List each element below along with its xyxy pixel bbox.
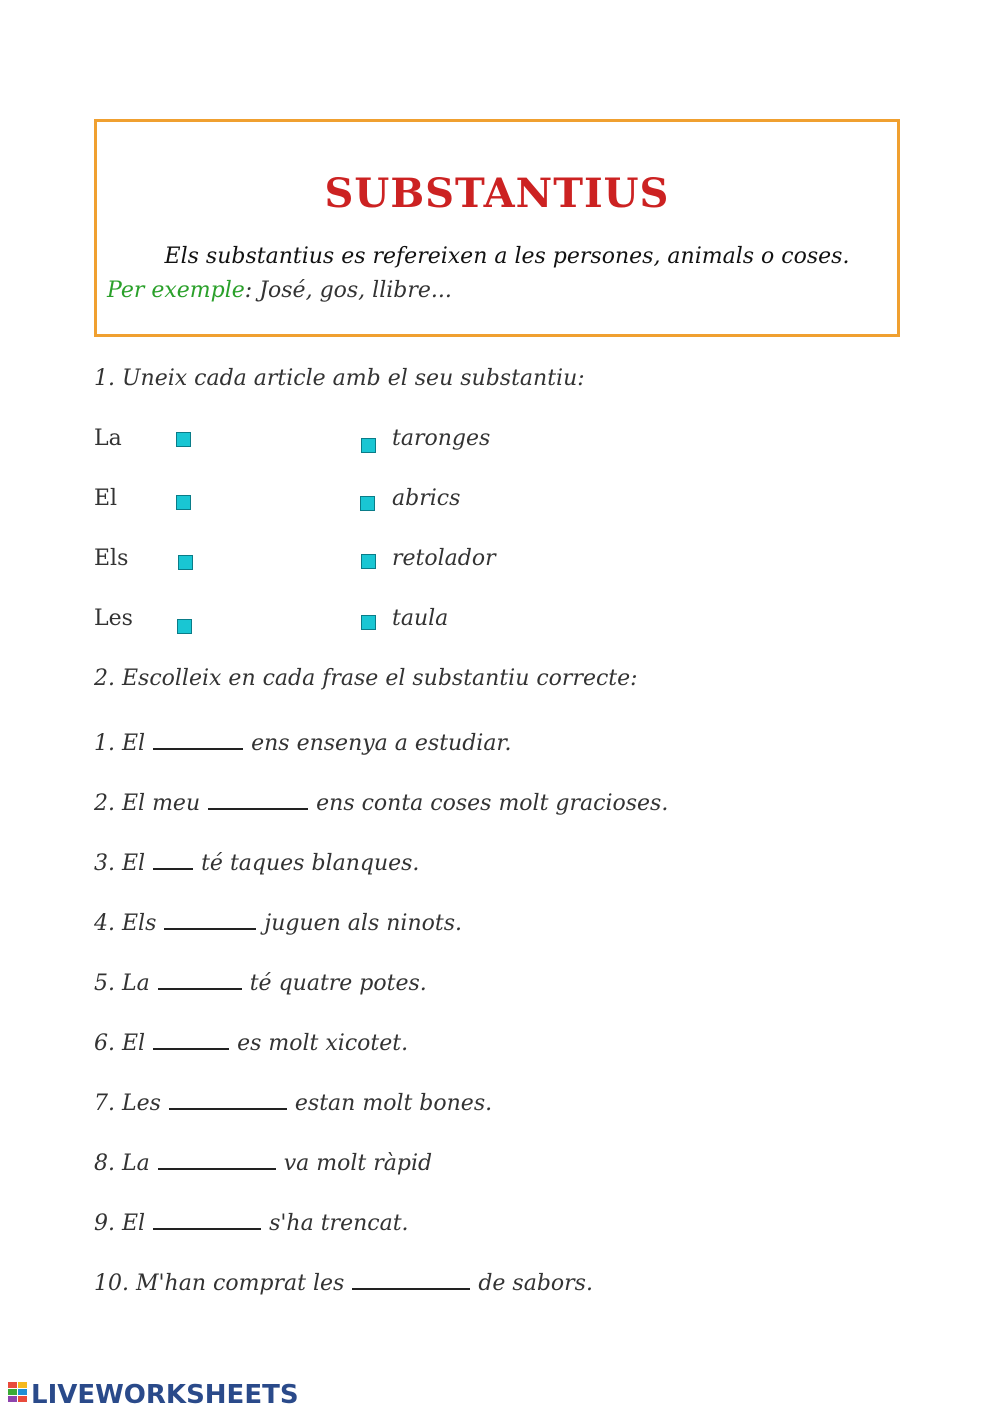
sentence-after: té taques blanques. [201,851,420,876]
match-row [94,486,594,516]
match-dot-right[interactable] [360,496,375,511]
sentence-after: juguen als ninots. [264,911,462,936]
sentence-before: 3. El [94,851,146,876]
match-row [94,426,594,456]
exercise1-instruction: 1. Uneix cada article amb el seu substantiu: [94,366,585,391]
sentence-row [94,1208,409,1236]
sentence-row [94,788,668,816]
sentence-after: de sabors. [478,1271,593,1296]
article-label: El [94,486,118,511]
sentence-row [94,1148,432,1176]
match-dot-left[interactable] [176,495,191,510]
answer-blank[interactable] [153,1028,229,1050]
page-title: SUBSTANTIUS [324,170,670,217]
answer-blank[interactable] [158,968,242,990]
example-text: : José, gos, llibre... [244,278,452,303]
answer-blank[interactable] [158,1148,276,1170]
answer-blank[interactable] [164,908,256,930]
article-label: Les [94,606,133,631]
answer-blank[interactable] [169,1088,287,1110]
sentence-row [94,1028,408,1056]
sentence-after: s'ha trencat. [269,1211,409,1236]
liveworksheets-logo-icon [8,1382,28,1408]
sentence-row [94,1088,492,1116]
noun-label: retolador [392,546,496,571]
match-dot-left[interactable] [177,619,192,634]
noun-label: taronges [392,426,491,451]
sentence-before: 8. La [94,1151,150,1176]
match-dot-right[interactable] [361,554,376,569]
match-row [94,606,594,636]
match-row [94,546,594,576]
sentence-before: 7. Les [94,1091,161,1116]
sentence-before: 2. El meu [94,791,201,816]
sentence-after: ens conta coses molt gracioses. [316,791,669,816]
sentence-before: 6. El [94,1031,146,1056]
sentence-after: té quatre potes. [249,971,427,996]
sentence-row [94,968,427,996]
sentence-row [94,1268,593,1296]
definition-text: Els substantius es refereixen a les persones, animals o coses. [164,244,850,269]
noun-label: abrics [392,486,461,511]
sentence-after: es molt xicotet. [237,1031,409,1056]
sentence-after: estan molt bones. [294,1091,493,1116]
sentence-before: 9. El [94,1211,146,1236]
answer-blank[interactable] [153,728,243,750]
match-dot-left[interactable] [176,432,191,447]
sentence-before: 1. El [94,731,146,756]
logo-text: LIVEWORKSHEETS [31,1380,299,1410]
answer-blank[interactable] [352,1268,470,1290]
article-label: Els [94,546,129,571]
answer-blank[interactable] [153,848,193,870]
example-line [107,278,452,303]
sentence-row [94,908,462,936]
match-dot-right[interactable] [361,615,376,630]
match-dot-right[interactable] [361,438,376,453]
sentence-before: 4. Els [94,911,157,936]
sentence-after: ens ensenya a estudiar. [251,731,512,756]
exercise2-instruction: 2. Escolleix en cada frase el substantiu correcte: [94,666,638,691]
noun-label: taula [392,606,449,631]
sentence-before: 10. M'han comprat les [94,1271,345,1296]
sentence-after: va molt ràpid [283,1151,433,1176]
article-label: La [94,426,122,451]
header-box [94,119,900,337]
answer-blank[interactable] [153,1208,261,1230]
sentence-row [94,728,512,756]
sentence-before: 5. La [94,971,150,996]
sentence-row [94,848,419,876]
example-label: Per exemple [107,278,245,303]
liveworksheets-logo [8,1380,299,1410]
match-dot-left[interactable] [178,555,193,570]
answer-blank[interactable] [208,788,308,810]
